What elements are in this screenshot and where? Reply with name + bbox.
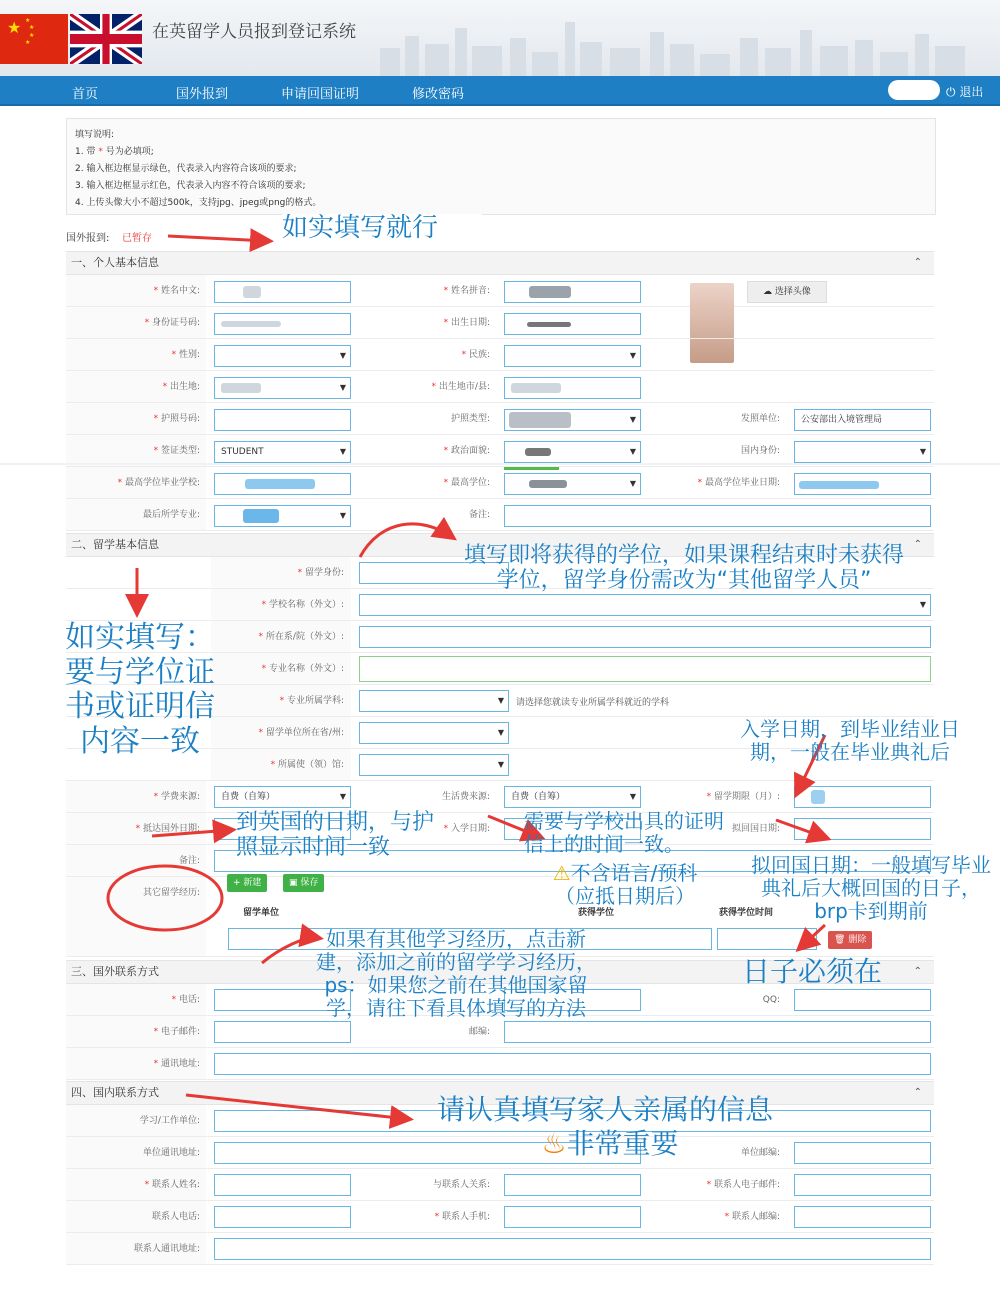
id-number-input[interactable] (214, 313, 351, 335)
section-study-info[interactable]: 二、留学基本信息 ⌃ (66, 533, 934, 557)
nav-home[interactable]: 首页 (72, 87, 99, 102)
form-row: 学习/工作单位: (66, 1105, 934, 1137)
visa-type-select[interactable]: STUDENT ▼ (214, 441, 351, 463)
cloud-upload-icon: ☁ (763, 287, 773, 297)
arrow-1 (168, 236, 268, 241)
form-row: * 留学身份: (66, 557, 934, 589)
experience-time-input[interactable] (717, 928, 817, 950)
form-row: 联系人电话: * 联系人手机: * 联系人邮编: (66, 1201, 934, 1233)
annotation-degree-note: 填写即将获得的学位，如果课程结束时未获得学位，留学身份需改为“其他留学人员” (463, 543, 904, 594)
instruction-line-1: 1. 带 * 号为必填项; (75, 147, 154, 157)
annotation-match-letter: 需要与学校出具的证明信上的时间一致。 (524, 809, 724, 856)
annotation-exclude-language: ⚠不含语言/预科（应抵日期后） (552, 861, 698, 908)
city-skyline-decoration (360, 18, 1000, 76)
birth-city-input[interactable] (504, 377, 641, 399)
overseas-postcode-input[interactable] (504, 1021, 931, 1043)
form-row: * 护照号码: 护照类型: ▼ 发照单位: 公安部出入境管理局 (66, 403, 934, 435)
image-seam (0, 463, 1000, 465)
save-icon: ▣ (289, 878, 298, 888)
contact-phone-input[interactable] (214, 1206, 351, 1228)
department-input[interactable] (359, 626, 931, 648)
form-row: * 身份证号码: * 出生日期: (66, 307, 934, 339)
annotation-other-study: 如果有其他学习经历，点击新建，添加之前的留学学习经历，ps：如果您之前在其他国家留学，请往下看具体填写的方法 (316, 927, 596, 1020)
passport-number-input[interactable] (214, 409, 351, 431)
form-row: * 通讯地址: (66, 1048, 934, 1080)
name-cn-input[interactable] (214, 281, 351, 303)
section-domestic-contact[interactable]: 四、国内联系方式 ⌃ (66, 1081, 934, 1105)
section-overseas-contact[interactable]: 三、国外联系方式 ⌃ (66, 960, 934, 984)
embassy-select[interactable]: ▼ (359, 754, 509, 776)
nav-overseas-report[interactable]: 国外报到 (176, 87, 229, 102)
main-navbar (0, 76, 1000, 106)
instruction-line-2: 2. 输入框边框显示绿色，代表录入内容符合该项的要求; (75, 164, 297, 174)
contact-address-input[interactable] (214, 1238, 931, 1260)
form-row: * 性别: ▼ * 民族: ▼ (66, 339, 934, 371)
collapse-icon[interactable]: ⌃ (913, 1087, 922, 1098)
overseas-email-input[interactable] (214, 1021, 351, 1043)
power-icon: ⏻ (946, 85, 956, 99)
name-pinyin-input[interactable] (504, 281, 641, 303)
china-flag-icon: ★ ★ ★ ★ ★ (0, 14, 68, 64)
form-row: * 出生地: ▼ * 出生地市/县: (66, 371, 934, 403)
form-row: * 所在系/院（外文）: (66, 621, 934, 653)
political-status-select[interactable]: ▼ (504, 441, 641, 463)
form-row: * 所属使（领）馆: ▼ (66, 749, 934, 781)
highest-degree-date-input[interactable] (794, 473, 931, 495)
other-study-row: 其它留学经历: + 新建 ▣ 保存 留学单位 获得学位 获得学位时间 🗑 删除 (66, 877, 934, 957)
uk-flag-icon (70, 14, 142, 64)
annotation-arrival-date: 到英国的日期，与护照显示时间一致 (236, 810, 435, 861)
birth-place-select[interactable]: ▼ (214, 377, 351, 399)
annotation-return-date: 拟回国日期：一般填写毕业典礼后大概回国的日子，brp卡到期前 (751, 853, 991, 923)
study-period-input[interactable] (794, 786, 931, 808)
warning-icon: ⚠ (552, 861, 571, 885)
plus-icon: + (233, 878, 241, 888)
form-row: 单位通讯地址: 单位邮编: (66, 1137, 934, 1169)
form-row: * 学费来源: 自费（自筹） ▼ 生活费来源: 自费（自筹） ▼ * 留学期限（月）: (66, 781, 934, 813)
contact-postcode-input[interactable] (794, 1206, 931, 1228)
contact-email-input[interactable] (794, 1174, 931, 1196)
overseas-address-input[interactable] (214, 1053, 931, 1075)
return-date-input[interactable] (794, 818, 931, 840)
last-major-select[interactable]: ▼ (214, 505, 351, 527)
annotation-date-must: 日子必须在 (742, 955, 883, 988)
column-degree: 获得学位 (578, 908, 615, 918)
trash-icon: 🗑 (834, 935, 846, 945)
unit-postcode-input[interactable] (794, 1142, 931, 1164)
form-row: 联系人通讯地址: (66, 1233, 934, 1265)
annotation-family-info: 请认真填写家人亲属的信息 (436, 1093, 773, 1126)
discipline-hint: 请选择您就读专业所属学科就近的学科 (516, 698, 670, 708)
header-banner (0, 0, 1000, 76)
school-name-select[interactable]: ▼ (359, 594, 931, 616)
system-title: 在英留学人员报到登记系统 (152, 22, 356, 42)
contact-relation-input[interactable] (504, 1174, 641, 1196)
choose-avatar-button[interactable]: ☁ 选择头像 (747, 281, 827, 303)
form-row: * 签证类型: STUDENT ▼ * 政治面貌: ▼ 国内身份: ▼ (66, 435, 934, 467)
contact-name-input[interactable] (214, 1174, 351, 1196)
nav-return-certificate[interactable]: 申请回国证明 (281, 87, 360, 102)
form-row: * 抵达国外日期: * 入学日期: 拟回国日期: (66, 813, 934, 845)
ethnic-select[interactable]: ▼ (504, 345, 641, 367)
form-row: * 留学单位所在省/州: ▼ (66, 717, 934, 749)
logout-link[interactable]: ⏻ 退出 (946, 85, 984, 99)
domestic-status-select[interactable]: ▼ (794, 441, 931, 463)
instructions-title: 填写说明: (75, 130, 115, 140)
nav-change-password[interactable]: 修改密码 (412, 87, 465, 102)
annotation-fill-truthfully: 如实填写就行 (282, 214, 482, 244)
annotation-enrollment-date: 入学日期，到毕业结业日期，一般在毕业典礼后 (740, 717, 960, 764)
user-name-redacted (888, 80, 940, 100)
collapse-icon[interactable]: ⌃ (913, 539, 922, 550)
instruction-line-4: 4. 上传头像大小不超过500k，支持jpg、jpeg或png的格式。 (75, 198, 322, 208)
form-row: * 姓名中文: * 姓名拼音: (66, 275, 934, 307)
collapse-icon[interactable]: ⌃ (913, 257, 922, 268)
discipline-select[interactable]: ▼ (359, 690, 509, 712)
gender-select[interactable]: ▼ (214, 345, 351, 367)
instructions-box (66, 118, 936, 215)
birth-date-input[interactable] (504, 313, 641, 335)
column-study-unit: 留学单位 (243, 908, 280, 918)
qq-input[interactable] (794, 989, 931, 1011)
highest-school-input[interactable] (214, 473, 351, 495)
form-row: * 电子邮件: 邮编: (66, 1016, 934, 1048)
form-row: 备注: (66, 845, 934, 877)
add-experience-button[interactable]: + 新建 (227, 874, 267, 892)
annotation-very-important: ♨非常重要 (541, 1127, 679, 1160)
fire-icon: ♨ (541, 1127, 567, 1160)
form-row: * 专业名称（外文）: (66, 653, 934, 685)
highest-degree-select[interactable]: ▼ (504, 473, 641, 495)
report-status-value: 已暂存 (122, 233, 152, 244)
form-row: * 联系人姓名: 与联系人关系: * 联系人电子邮件: (66, 1169, 934, 1201)
collapse-icon[interactable]: ⌃ (913, 966, 922, 977)
section-personal-info[interactable]: 一、个人基本信息 ⌃ (66, 251, 934, 275)
personal-remark-input[interactable] (504, 505, 931, 527)
major-name-input[interactable] (359, 656, 931, 682)
report-status-label: 国外报到: (66, 233, 110, 244)
delete-experience-button[interactable]: 🗑 删除 (828, 931, 872, 949)
annotation-match-certificate: 如实填写：要与学位证书或证明信内容一致 (65, 620, 215, 759)
passport-type-select[interactable]: ▼ (504, 409, 641, 431)
form-row: 最后所学专业: ▼ 备注: (66, 499, 934, 531)
form-row: * 专业所属学科: ▼ 请选择您就读专业所属学科就近的学科 (66, 685, 934, 717)
living-source-select[interactable]: 自费（自筹） ▼ (504, 786, 641, 808)
tuition-source-select[interactable]: 自费（自筹） ▼ (214, 786, 351, 808)
instruction-line-3: 3. 输入框边框显示红色，代表录入内容不符合该项的要求; (75, 181, 306, 191)
contact-mobile-input[interactable] (504, 1206, 641, 1228)
form-row: * 电话: QQ: (66, 984, 934, 1016)
province-select[interactable]: ▼ (359, 722, 509, 744)
column-degree-time: 获得学位时间 (719, 908, 774, 918)
issuer-input[interactable]: 公安部出入境管理局 (794, 409, 931, 431)
save-experience-button[interactable]: ▣ 保存 (283, 874, 324, 892)
form-row: * 最高学位毕业学校: * 最高学位: ▼ * 最高学位毕业日期: (66, 467, 934, 499)
form-row: * 学校名称（外文）: ▼ (66, 589, 934, 621)
